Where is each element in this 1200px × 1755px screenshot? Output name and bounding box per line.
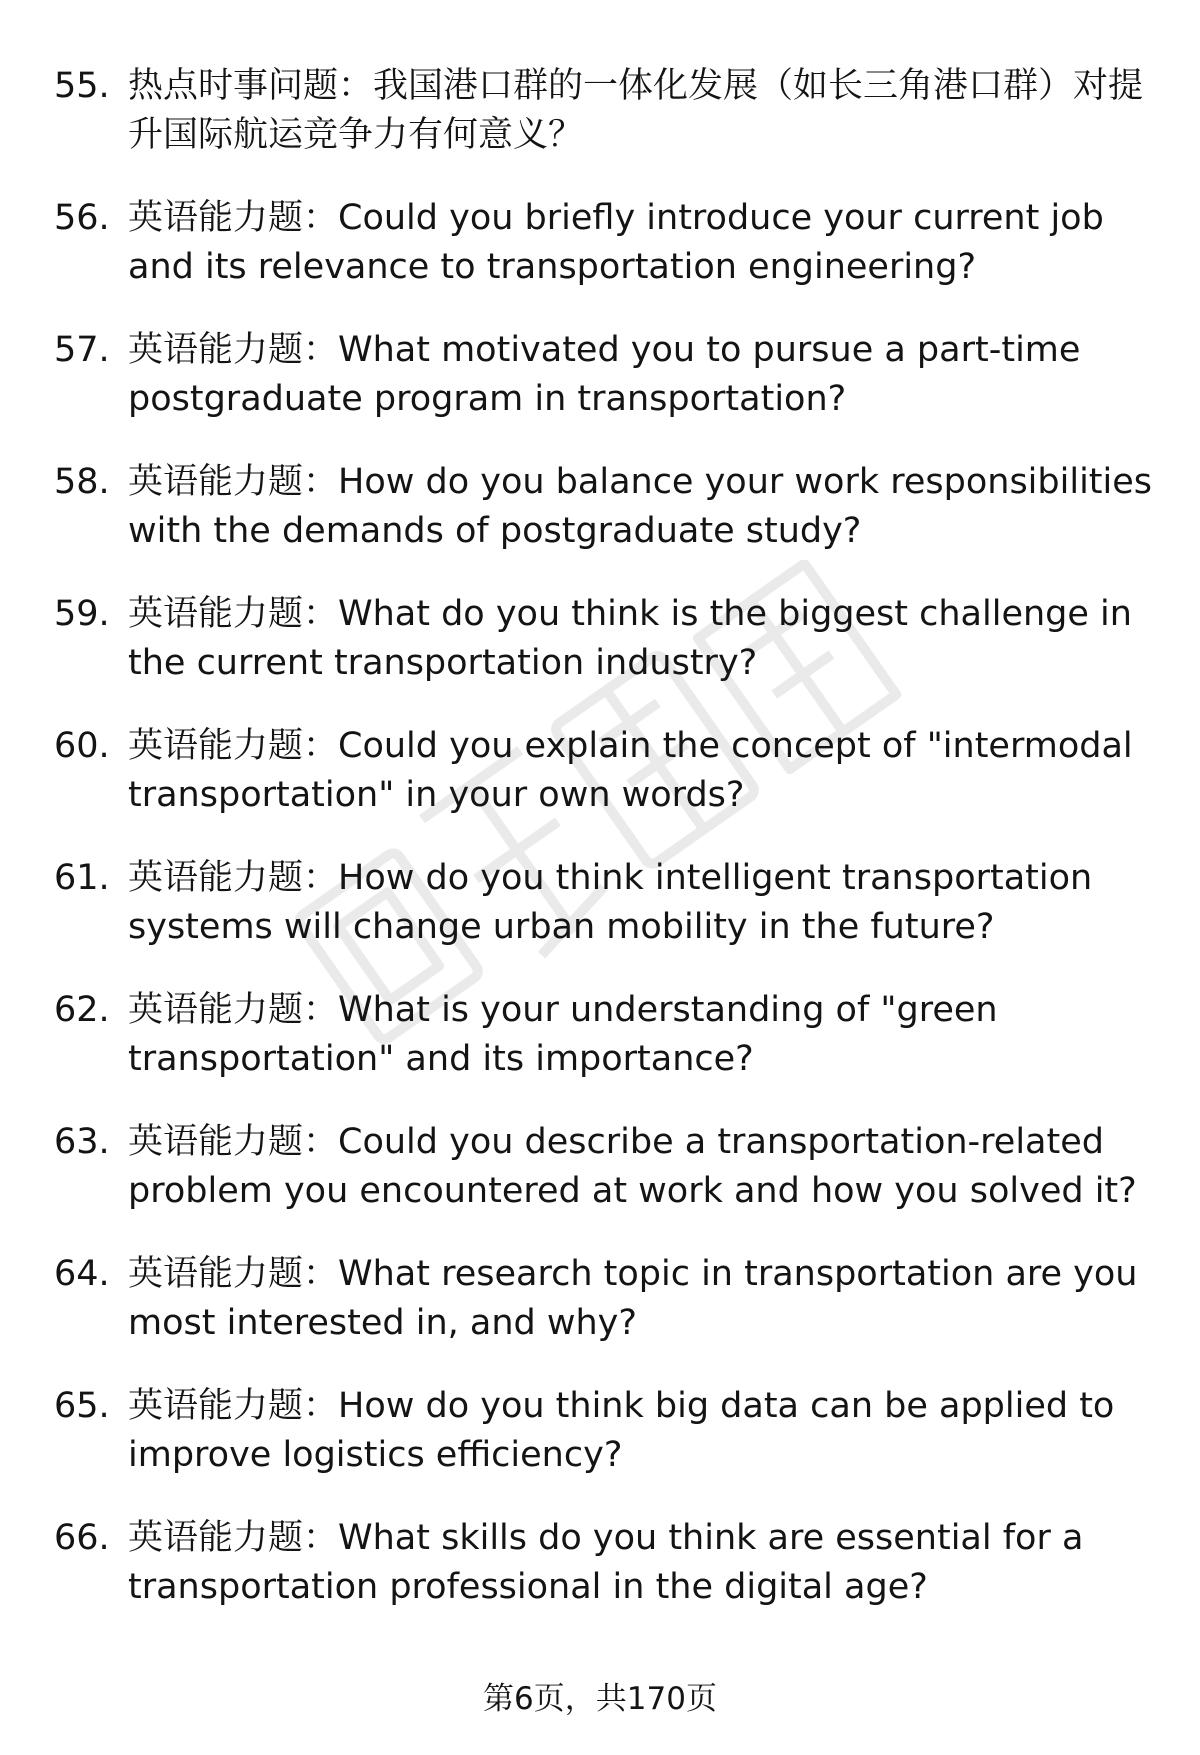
question-number: 57. [54, 330, 110, 370]
question-text: 热点时事问题：我国港口群的一体化发展（如长三角港口群）对提升国际航运竞争力有何意义？ [128, 66, 1144, 155]
question-text: 英语能力题：Could you briefly introduce your current job and its relevance to transportation engineering? [128, 198, 1104, 287]
question-text: 英语能力题：What research topic in transportation are you most interested in, and why? [128, 1254, 1138, 1343]
question-number: 60. [54, 726, 110, 766]
list-item [0, 854, 1200, 986]
list-item [0, 590, 1200, 722]
question-text: 英语能力题：How do you think intelligent transportation systems will change urban mobility in the future? [128, 858, 1093, 947]
list-item [0, 458, 1200, 590]
question-text: 英语能力题：Could you describe a transportation-related problem you encountered at work and how you solved it? [128, 1122, 1137, 1211]
page-footer: 第6页，共170页 [483, 1681, 717, 1717]
list-item [0, 1250, 1200, 1382]
question-number: 56. [54, 198, 110, 238]
question-number: 59. [54, 594, 110, 634]
question-text: 英语能力题：What skills do you think are essential for a transportation professional in the digital age? [128, 1518, 1084, 1607]
question-text: 英语能力题：What is your understanding of "green transportation" and its importance? [128, 990, 998, 1079]
question-number: 64. [54, 1254, 110, 1294]
list-item [0, 1382, 1200, 1514]
question-list [0, 62, 1200, 1646]
list-item [0, 722, 1200, 854]
list-item [0, 1514, 1200, 1646]
question-number: 66. [54, 1518, 110, 1558]
question-number: 63. [54, 1122, 110, 1162]
list-item [0, 62, 1200, 194]
question-number: 58. [54, 462, 110, 502]
question-number: 61. [54, 858, 110, 898]
question-text: 英语能力题：What motivated you to pursue a part-time postgraduate program in transportation? [128, 330, 1081, 419]
list-item [0, 326, 1200, 458]
question-number: 65. [54, 1386, 110, 1426]
question-text: 英语能力题：How do you balance your work responsibilities with the demands of postgraduate study? [128, 462, 1153, 551]
question-text: 英语能力题：Could you explain the concept of "intermodal transportation" in your own words? [128, 726, 1133, 815]
list-item [0, 1118, 1200, 1250]
list-item [0, 986, 1200, 1118]
question-number: 62. [54, 990, 110, 1030]
question-text: 英语能力题：What do you think is the biggest challenge in the current transportation industry? [128, 594, 1132, 683]
question-text: 英语能力题：How do you think big data can be applied to improve logistics efficiency? [128, 1386, 1115, 1475]
question-number: 55. [54, 66, 110, 106]
list-item [0, 194, 1200, 326]
